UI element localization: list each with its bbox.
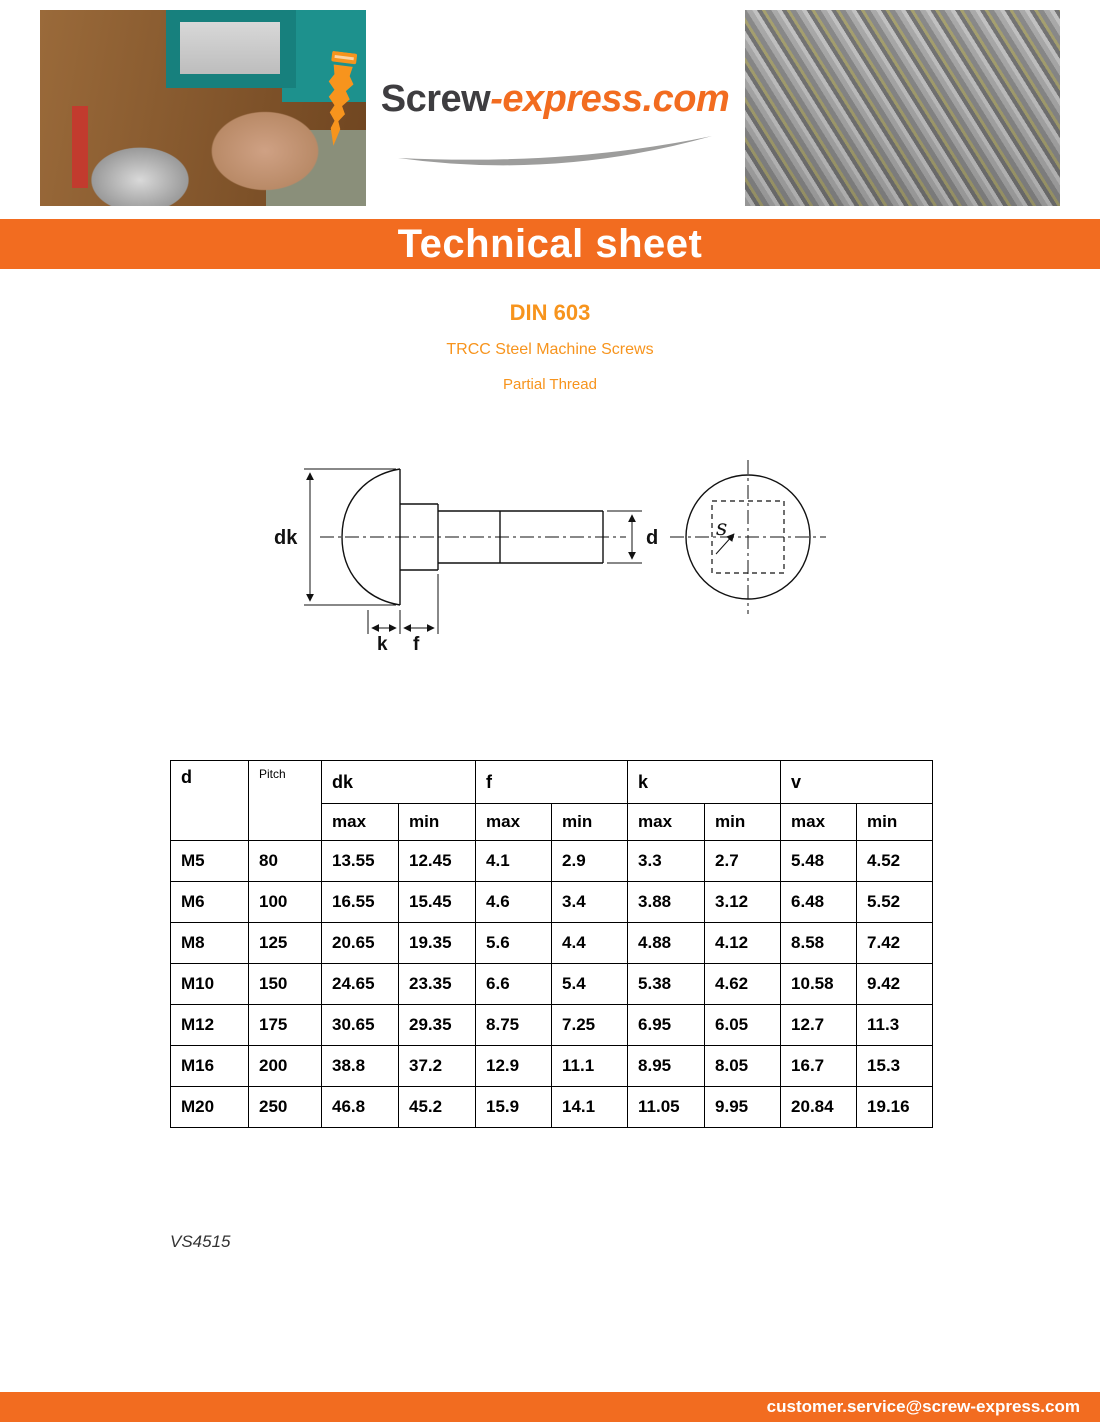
value-cell: 5.52 bbox=[857, 882, 933, 923]
value-cell: 9.42 bbox=[857, 964, 933, 1005]
value-cell: 2.9 bbox=[552, 841, 628, 882]
col-group-k: k bbox=[628, 761, 781, 804]
value-cell: 5.38 bbox=[628, 964, 705, 1005]
value-cell: 7.42 bbox=[857, 923, 933, 964]
value-cell: 175 bbox=[249, 1005, 322, 1046]
dim-label-f: f bbox=[413, 634, 420, 654]
value-cell: 15.9 bbox=[476, 1087, 552, 1128]
technical-drawing bbox=[268, 442, 848, 659]
value-cell: 11.1 bbox=[552, 1046, 628, 1087]
carriage-bolt-drawing bbox=[268, 442, 848, 654]
col-subheader-min: min bbox=[399, 804, 476, 841]
col-subheader-min: min bbox=[705, 804, 781, 841]
value-cell: 6.48 bbox=[781, 882, 857, 923]
size-cell: M6 bbox=[171, 882, 249, 923]
value-cell: 4.52 bbox=[857, 841, 933, 882]
value-cell: 38.8 bbox=[322, 1046, 399, 1087]
value-cell: 11.3 bbox=[857, 1005, 933, 1046]
value-cell: 150 bbox=[249, 964, 322, 1005]
value-cell: 37.2 bbox=[399, 1046, 476, 1087]
table-row bbox=[171, 923, 933, 964]
logo-area bbox=[366, 10, 744, 206]
brand-logo bbox=[366, 78, 744, 121]
value-cell: 14.1 bbox=[552, 1087, 628, 1128]
dim-label-dk: dk bbox=[274, 527, 298, 549]
value-cell: 3.3 bbox=[628, 841, 705, 882]
table-section bbox=[170, 760, 933, 1128]
value-cell: 9.95 bbox=[705, 1087, 781, 1128]
value-cell: 24.65 bbox=[322, 964, 399, 1005]
dimension-lines bbox=[304, 469, 642, 634]
value-cell: 8.58 bbox=[781, 923, 857, 964]
value-cell: 45.2 bbox=[399, 1087, 476, 1128]
col-subheader-max: max bbox=[322, 804, 399, 841]
table-row bbox=[171, 841, 933, 882]
standard-title: DIN 603 bbox=[509, 300, 591, 325]
value-cell: 30.65 bbox=[322, 1005, 399, 1046]
value-cell: 16.55 bbox=[322, 882, 399, 923]
value-cell: 20.65 bbox=[322, 923, 399, 964]
col-subheader-min: min bbox=[857, 804, 933, 841]
col-group-dk: dk bbox=[322, 761, 476, 804]
value-cell: 8.95 bbox=[628, 1046, 705, 1087]
dim-label-s: s bbox=[716, 516, 728, 541]
product-subtitle: TRCC Steel Machine Screws bbox=[446, 341, 654, 358]
contact-email: customer.service@screw-express.com bbox=[766, 1397, 1080, 1416]
brand-name-orange: -express.com bbox=[490, 78, 730, 120]
value-cell: 4.1 bbox=[476, 841, 552, 882]
table-row bbox=[171, 1005, 933, 1046]
value-cell: 4.12 bbox=[705, 923, 781, 964]
footer bbox=[0, 1392, 1100, 1422]
size-cell: M5 bbox=[171, 841, 249, 882]
value-cell: 3.4 bbox=[552, 882, 628, 923]
value-cell: 11.05 bbox=[628, 1087, 705, 1128]
value-cell: 4.62 bbox=[705, 964, 781, 1005]
value-cell: 19.35 bbox=[399, 923, 476, 964]
col-header-d: d bbox=[171, 761, 249, 841]
table-row bbox=[171, 1087, 933, 1128]
value-cell: 19.16 bbox=[857, 1087, 933, 1128]
value-cell: 4.4 bbox=[552, 923, 628, 964]
value-cell: 15.45 bbox=[399, 882, 476, 923]
value-cell: 20.84 bbox=[781, 1087, 857, 1128]
value-cell: 200 bbox=[249, 1046, 322, 1087]
brand-name-dark: Screw bbox=[380, 78, 491, 120]
value-cell: 5.6 bbox=[476, 923, 552, 964]
value-cell: 12.9 bbox=[476, 1046, 552, 1087]
value-cell: 2.7 bbox=[705, 841, 781, 882]
version-code: VS4515 bbox=[170, 1232, 231, 1251]
dim-label-d: d bbox=[646, 527, 659, 549]
value-cell: 3.88 bbox=[628, 882, 705, 923]
dim-label-k: k bbox=[377, 634, 388, 654]
col-subheader-max: max bbox=[628, 804, 705, 841]
value-cell: 13.55 bbox=[322, 841, 399, 882]
size-cell: M8 bbox=[171, 923, 249, 964]
thread-subtitle: Partial Thread bbox=[503, 376, 597, 393]
doc-heading bbox=[0, 300, 1100, 393]
col-header-pitch: Pitch bbox=[249, 761, 322, 841]
col-group-f: f bbox=[476, 761, 628, 804]
value-cell: 125 bbox=[249, 923, 322, 964]
value-cell: 8.05 bbox=[705, 1046, 781, 1087]
value-cell: 3.12 bbox=[705, 882, 781, 923]
value-cell: 6.95 bbox=[628, 1005, 705, 1046]
col-subheader-min: min bbox=[552, 804, 628, 841]
table-row bbox=[171, 964, 933, 1005]
col-subheader-max: max bbox=[781, 804, 857, 841]
dimensions-table bbox=[170, 760, 933, 1128]
size-cell: M16 bbox=[171, 1046, 249, 1087]
swoosh-graphic bbox=[396, 130, 716, 170]
value-cell: 4.88 bbox=[628, 923, 705, 964]
table-row bbox=[171, 882, 933, 923]
page-title: Technical sheet bbox=[397, 221, 703, 266]
bolt-side-view bbox=[320, 469, 626, 605]
value-cell: 5.48 bbox=[781, 841, 857, 882]
value-cell: 6.05 bbox=[705, 1005, 781, 1046]
value-cell: 100 bbox=[249, 882, 322, 923]
size-cell: M12 bbox=[171, 1005, 249, 1046]
value-cell: 46.8 bbox=[322, 1087, 399, 1128]
value-cell: 10.58 bbox=[781, 964, 857, 1005]
value-cell: 23.35 bbox=[399, 964, 476, 1005]
col-subheader-max: max bbox=[476, 804, 552, 841]
value-cell: 5.4 bbox=[552, 964, 628, 1005]
value-cell: 15.3 bbox=[857, 1046, 933, 1087]
size-cell: M10 bbox=[171, 964, 249, 1005]
value-cell: 12.7 bbox=[781, 1005, 857, 1046]
table-header bbox=[171, 761, 933, 841]
value-cell: 12.45 bbox=[399, 841, 476, 882]
value-cell: 6.6 bbox=[476, 964, 552, 1005]
value-cell: 80 bbox=[249, 841, 322, 882]
value-cell: 7.25 bbox=[552, 1005, 628, 1046]
bolt-end-view bbox=[670, 460, 826, 614]
value-cell: 29.35 bbox=[399, 1005, 476, 1046]
value-cell: 16.7 bbox=[781, 1046, 857, 1087]
value-cell: 8.75 bbox=[476, 1005, 552, 1046]
col-group-v: v bbox=[781, 761, 933, 804]
value-cell: 250 bbox=[249, 1087, 322, 1128]
dimensions-table-body bbox=[171, 841, 933, 1128]
screws-photo bbox=[745, 10, 1060, 206]
size-cell: M20 bbox=[171, 1087, 249, 1128]
table-row bbox=[171, 1046, 933, 1087]
value-cell: 4.6 bbox=[476, 882, 552, 923]
title-banner bbox=[0, 219, 1100, 269]
